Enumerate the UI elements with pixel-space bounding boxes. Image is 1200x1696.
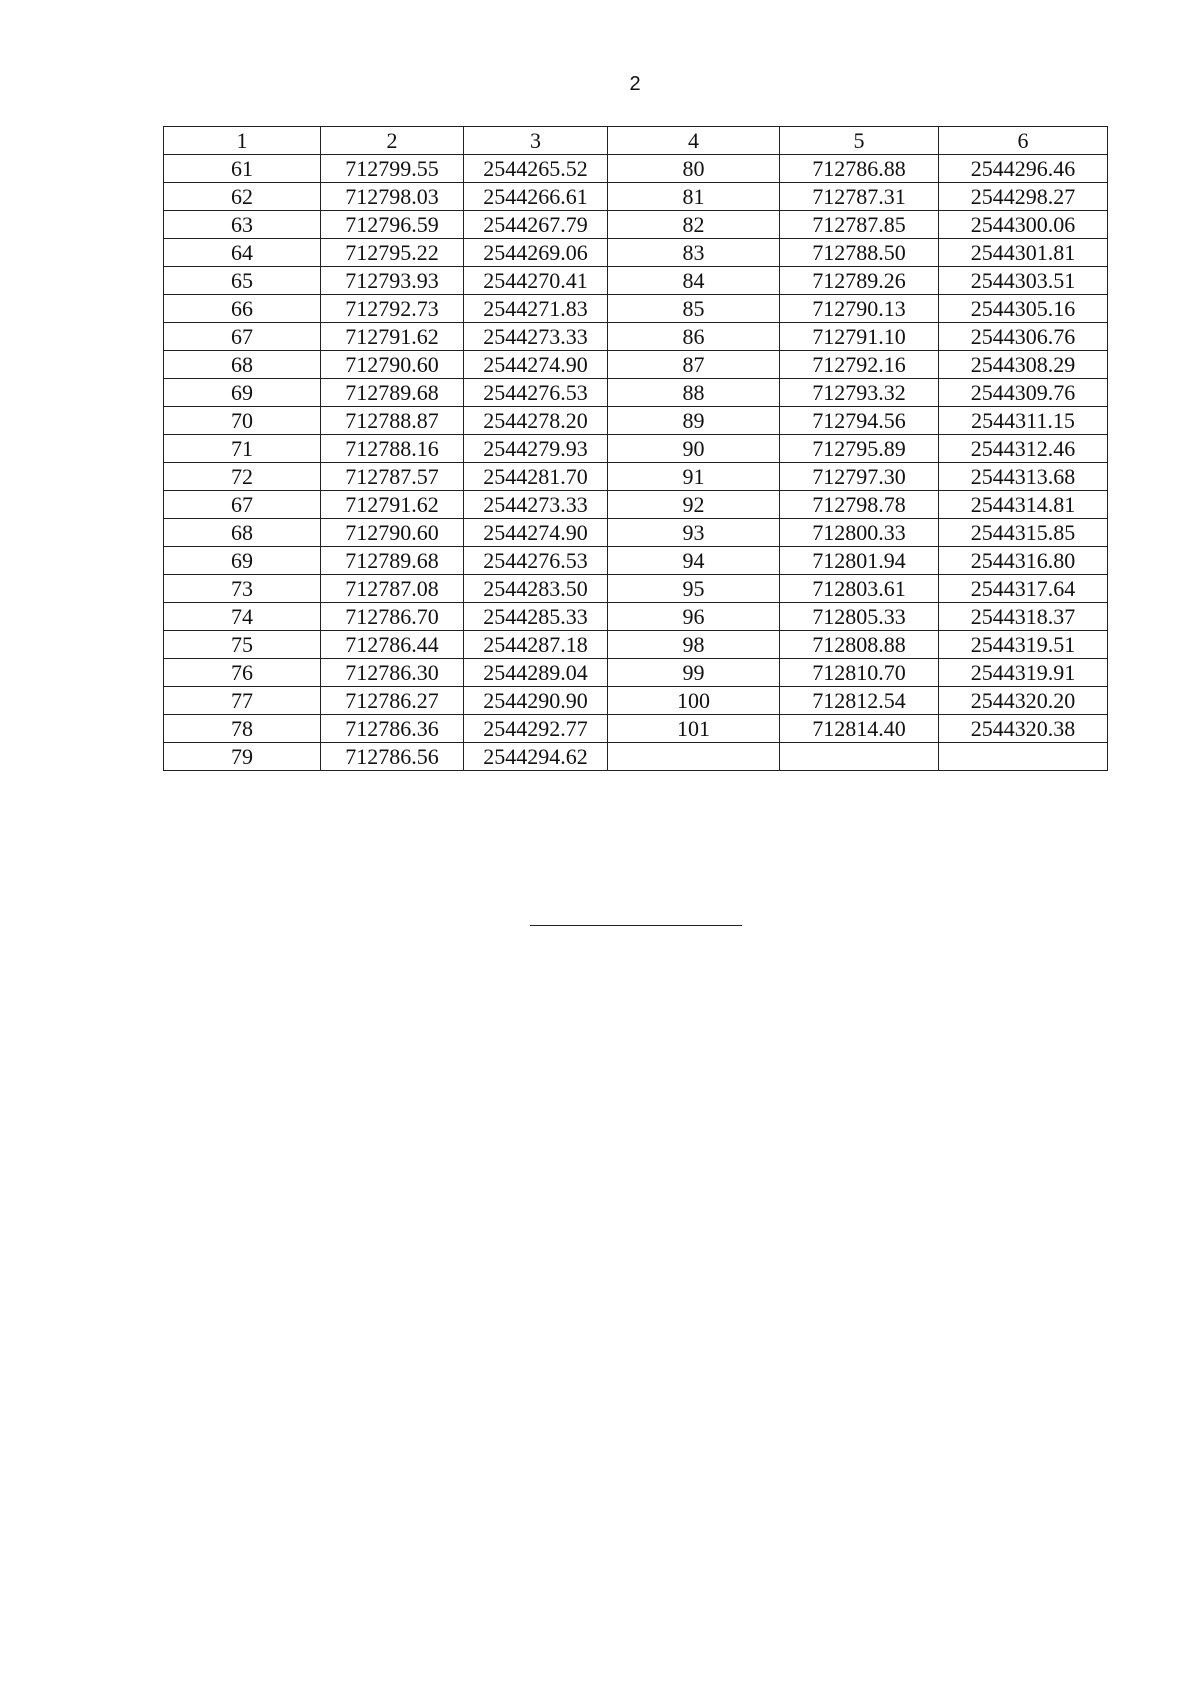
table-cell: 101 (608, 715, 780, 743)
table-cell: 83 (608, 239, 780, 267)
table-row (164, 659, 1108, 687)
table-cell: 712791.62 (321, 491, 464, 519)
table-cell: 94 (608, 547, 780, 575)
table-cell: 2544269.06 (464, 239, 608, 267)
table-cell: 712803.61 (780, 575, 939, 603)
table-cell: 2544313.68 (939, 463, 1108, 491)
column-header: 4 (608, 127, 780, 155)
table-row (164, 183, 1108, 211)
table-cell: 712789.26 (780, 267, 939, 295)
table-row (164, 435, 1108, 463)
table-row (164, 379, 1108, 407)
table-cell: 92 (608, 491, 780, 519)
table-cell: 712799.55 (321, 155, 464, 183)
table-cell: 84 (608, 267, 780, 295)
table-cell: 2544301.81 (939, 239, 1108, 267)
table-cell: 93 (608, 519, 780, 547)
table-cell: 2544317.64 (939, 575, 1108, 603)
table-cell: 712790.60 (321, 351, 464, 379)
table-cell: 62 (164, 183, 321, 211)
table-cell: 712787.85 (780, 211, 939, 239)
table-cell: 712786.27 (321, 687, 464, 715)
table-cell: 712791.62 (321, 323, 464, 351)
table-cell: 2544318.37 (939, 603, 1108, 631)
table-cell: 2544292.77 (464, 715, 608, 743)
table-cell: 67 (164, 323, 321, 351)
table-cell: 2544267.79 (464, 211, 608, 239)
table-cell: 712787.57 (321, 463, 464, 491)
table-cell: 80 (608, 155, 780, 183)
column-header: 3 (464, 127, 608, 155)
table-cell: 2544289.04 (464, 659, 608, 687)
table-cell: 100 (608, 687, 780, 715)
table-cell: 712810.70 (780, 659, 939, 687)
column-header: 5 (780, 127, 939, 155)
table-cell: 712786.70 (321, 603, 464, 631)
table-cell: 712814.40 (780, 715, 939, 743)
table-cell: 2544309.76 (939, 379, 1108, 407)
table-row (164, 603, 1108, 631)
table-cell: 99 (608, 659, 780, 687)
table-cell: 2544273.33 (464, 491, 608, 519)
table-cell: 69 (164, 379, 321, 407)
table-cell: 712786.56 (321, 743, 464, 771)
table-cell: 68 (164, 519, 321, 547)
table-cell: 2544294.62 (464, 743, 608, 771)
table-row (164, 463, 1108, 491)
table-cell: 78 (164, 715, 321, 743)
table-cell: 2544303.51 (939, 267, 1108, 295)
table-cell: 2544270.41 (464, 267, 608, 295)
table-cell: 712789.68 (321, 379, 464, 407)
table-cell: 74 (164, 603, 321, 631)
table-cell: 2544305.16 (939, 295, 1108, 323)
table-cell: 91 (608, 463, 780, 491)
table-row (164, 575, 1108, 603)
column-header: 6 (939, 127, 1108, 155)
table-row (164, 491, 1108, 519)
table-row (164, 155, 1108, 183)
table-cell: 712786.44 (321, 631, 464, 659)
table-cell: 712786.88 (780, 155, 939, 183)
table-cell: 2544300.06 (939, 211, 1108, 239)
table-cell: 63 (164, 211, 321, 239)
table-row (164, 715, 1108, 743)
table-cell: 712791.10 (780, 323, 939, 351)
table-cell: 2544273.33 (464, 323, 608, 351)
table-cell: 2544274.90 (464, 351, 608, 379)
table-cell: 712787.31 (780, 183, 939, 211)
table-cell: 2544283.50 (464, 575, 608, 603)
table-row (164, 631, 1108, 659)
table-cell: 79 (164, 743, 321, 771)
table-cell: 76 (164, 659, 321, 687)
table-row (164, 519, 1108, 547)
table-cell: 712790.60 (321, 519, 464, 547)
table-cell: 2544290.90 (464, 687, 608, 715)
table-cell: 2544279.93 (464, 435, 608, 463)
table-cell: 712790.13 (780, 295, 939, 323)
table-cell: 712795.89 (780, 435, 939, 463)
table-cell: 2544276.53 (464, 547, 608, 575)
table-cell: 2544314.81 (939, 491, 1108, 519)
table-cell: 2544266.61 (464, 183, 608, 211)
table-row (164, 239, 1108, 267)
table-cell: 2544308.29 (939, 351, 1108, 379)
separator-line (530, 925, 742, 926)
table-cell: 712797.30 (780, 463, 939, 491)
table-cell: 2544319.91 (939, 659, 1108, 687)
table-cell: 2544311.15 (939, 407, 1108, 435)
table-cell: 712801.94 (780, 547, 939, 575)
table-cell: 712786.36 (321, 715, 464, 743)
table-cell: 2544285.33 (464, 603, 608, 631)
table-cell: 2544315.85 (939, 519, 1108, 547)
table-cell: 712800.33 (780, 519, 939, 547)
table-cell: 712789.68 (321, 547, 464, 575)
table-cell: 712812.54 (780, 687, 939, 715)
table-row (164, 687, 1108, 715)
table-cell: 87 (608, 351, 780, 379)
table-cell (780, 743, 939, 771)
table-row (164, 743, 1108, 771)
table-cell: 712795.22 (321, 239, 464, 267)
table-cell: 712808.88 (780, 631, 939, 659)
page-number: 2 (629, 73, 641, 95)
table-cell: 712792.16 (780, 351, 939, 379)
table-cell: 2544319.51 (939, 631, 1108, 659)
table-cell: 712794.56 (780, 407, 939, 435)
table-row (164, 323, 1108, 351)
table-cell: 712788.50 (780, 239, 939, 267)
table-cell: 64 (164, 239, 321, 267)
table-header-row (164, 127, 1108, 155)
table-cell: 81 (608, 183, 780, 211)
table-cell: 82 (608, 211, 780, 239)
table-cell: 2544316.80 (939, 547, 1108, 575)
table-cell: 2544296.46 (939, 155, 1108, 183)
table-row (164, 547, 1108, 575)
table-cell: 90 (608, 435, 780, 463)
table-row (164, 295, 1108, 323)
table-cell: 712796.59 (321, 211, 464, 239)
table-cell: 2544274.90 (464, 519, 608, 547)
table-row (164, 407, 1108, 435)
table-cell: 2544312.46 (939, 435, 1108, 463)
table-cell: 71 (164, 435, 321, 463)
table-cell: 2544276.53 (464, 379, 608, 407)
table-cell: 712792.73 (321, 295, 464, 323)
table-row (164, 211, 1108, 239)
table-cell: 2544271.83 (464, 295, 608, 323)
table-cell: 712793.32 (780, 379, 939, 407)
table-cell: 712798.78 (780, 491, 939, 519)
table-cell: 712788.87 (321, 407, 464, 435)
table-cell: 2544320.20 (939, 687, 1108, 715)
table-cell: 2544287.18 (464, 631, 608, 659)
coordinates-table (163, 126, 1108, 771)
table-cell: 712786.30 (321, 659, 464, 687)
table-cell: 712787.08 (321, 575, 464, 603)
table-cell: 2544278.20 (464, 407, 608, 435)
table-cell: 712805.33 (780, 603, 939, 631)
table-cell: 65 (164, 267, 321, 295)
table-cell: 98 (608, 631, 780, 659)
table-row (164, 267, 1108, 295)
table-cell: 2544281.70 (464, 463, 608, 491)
table-cell: 95 (608, 575, 780, 603)
table-cell: 96 (608, 603, 780, 631)
table-cell: 2544320.38 (939, 715, 1108, 743)
table-cell (608, 743, 780, 771)
table-cell: 67 (164, 491, 321, 519)
table-cell: 61 (164, 155, 321, 183)
table-cell: 77 (164, 687, 321, 715)
table-cell: 73 (164, 575, 321, 603)
table-cell: 2544298.27 (939, 183, 1108, 211)
column-header: 1 (164, 127, 321, 155)
table-cell: 85 (608, 295, 780, 323)
table-cell: 2544265.52 (464, 155, 608, 183)
table-cell: 86 (608, 323, 780, 351)
table-cell: 88 (608, 379, 780, 407)
table-cell: 68 (164, 351, 321, 379)
table-cell: 66 (164, 295, 321, 323)
column-header: 2 (321, 127, 464, 155)
table-cell: 69 (164, 547, 321, 575)
table-cell: 712793.93 (321, 267, 464, 295)
table-row (164, 351, 1108, 379)
table-cell: 712798.03 (321, 183, 464, 211)
table-cell: 89 (608, 407, 780, 435)
table-cell: 75 (164, 631, 321, 659)
table-cell: 70 (164, 407, 321, 435)
table-cell: 2544306.76 (939, 323, 1108, 351)
table-cell: 712788.16 (321, 435, 464, 463)
table-cell: 72 (164, 463, 321, 491)
table-cell (939, 743, 1108, 771)
